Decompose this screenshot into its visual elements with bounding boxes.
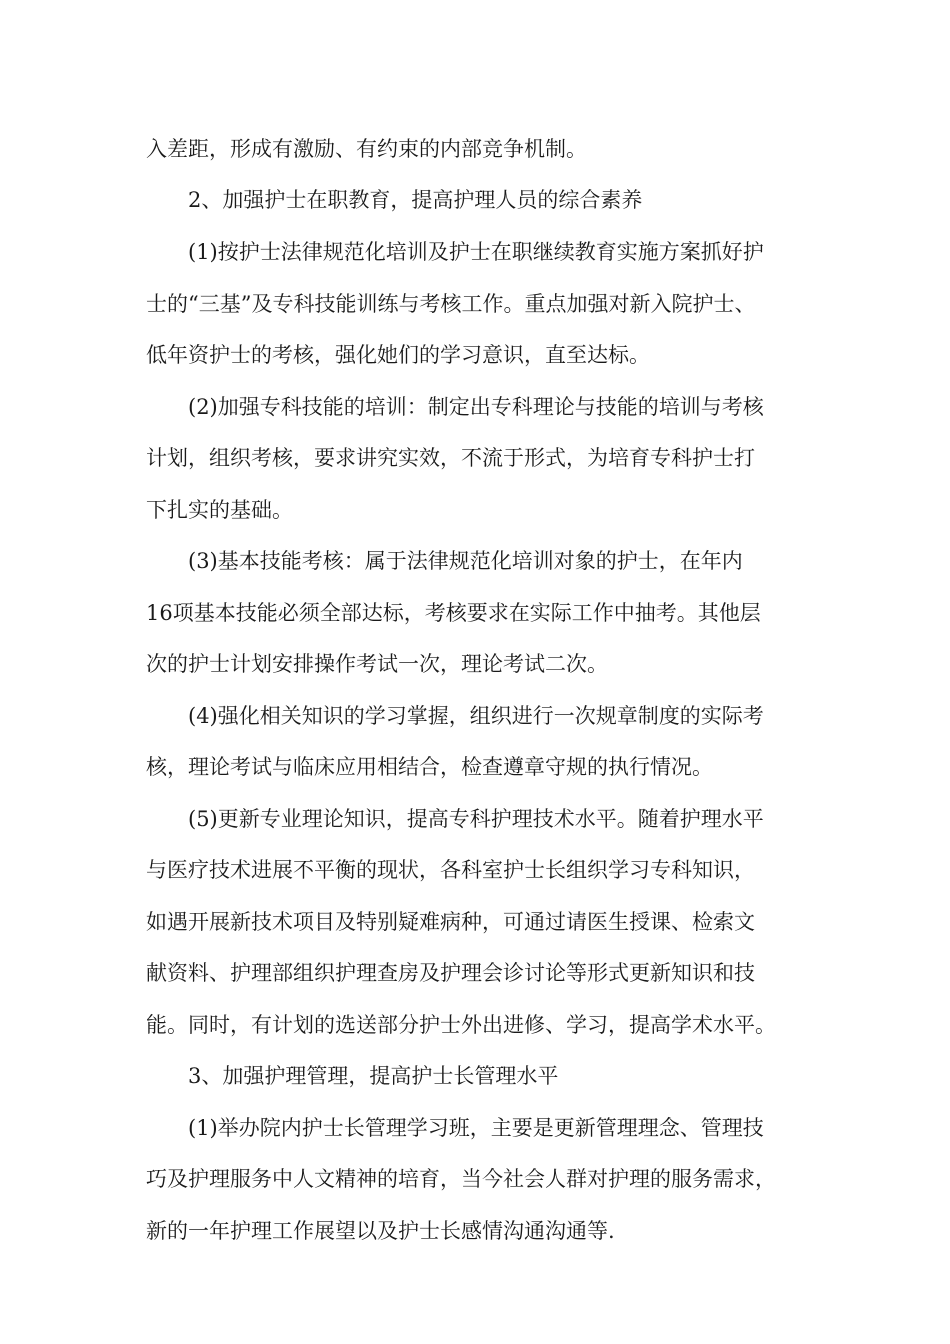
text-line: 入差距，形成有激励、有约束的内部竞争机制。 — [146, 137, 587, 161]
text-line: (5)更新专业理论知识，提高专科护理技术水平。随着护理水平 — [188, 807, 764, 831]
text-line: (1)举办院内护士长管理学习班，主要是更新管理理念、管理技 — [188, 1116, 764, 1140]
text-line: 能。同时，有计划的选送部分护士外出进修、学习，提高学术水平。 — [146, 1013, 776, 1037]
text-line: (4)强化相关知识的学习掌握，组织进行一次规章制度的实际考 — [188, 704, 764, 728]
text-line: 与医疗技术进展不平衡的现状，各科室护士长组织学习专科知识， — [146, 858, 755, 882]
text-line: 计划，组织考核，要求讲究实效，不流于形式，为培育专科护士打 — [146, 446, 755, 470]
text-line: (1)按护士法律规范化培训及护士在职继续教育实施方案抓好护 — [188, 240, 764, 264]
text-line: 巧及护理服务中人文精神的培育，当今社会人群对护理的服务需求， — [146, 1167, 776, 1191]
section-heading: 2、加强护士在职教育，提高护理人员的综合素养 — [188, 188, 643, 212]
text-line: (2)加强专科技能的培训：制定出专科理论与技能的培训与考核 — [188, 395, 764, 419]
text-line: (3)基本技能考核：属于法律规范化培训对象的护士，在年内 — [188, 549, 743, 573]
text-line: 士的“三基”及专科技能训练与考核工作。重点加强对新入院护士、 — [146, 292, 756, 316]
section-heading: 3、加强护理管理，提高护士长管理水平 — [188, 1064, 559, 1088]
text-line: 核，理论考试与临床应用相结合，检查遵章守规的执行情况。 — [146, 755, 713, 779]
text-line: 下扎实的基础。 — [146, 498, 293, 522]
text-line: 低年资护士的考核，强化她们的学习意识，直至达标。 — [146, 343, 650, 367]
text-line: 献资料、护理部组织护理查房及护理会诊讨论等形式更新知识和技 — [146, 961, 755, 985]
text-line: 新的一年护理工作展望以及护士长感情沟通沟通等. — [146, 1219, 615, 1243]
text-line: 如遇开展新技术项目及特别疑难病种，可通过请医生授课、检索文 — [146, 910, 755, 934]
text-line: 16项基本技能必须全部达标，考核要求在实际工作中抽考。其他层 — [146, 601, 761, 625]
text-line: 次的护士计划安排操作考试一次，理论考试二次。 — [146, 652, 608, 676]
